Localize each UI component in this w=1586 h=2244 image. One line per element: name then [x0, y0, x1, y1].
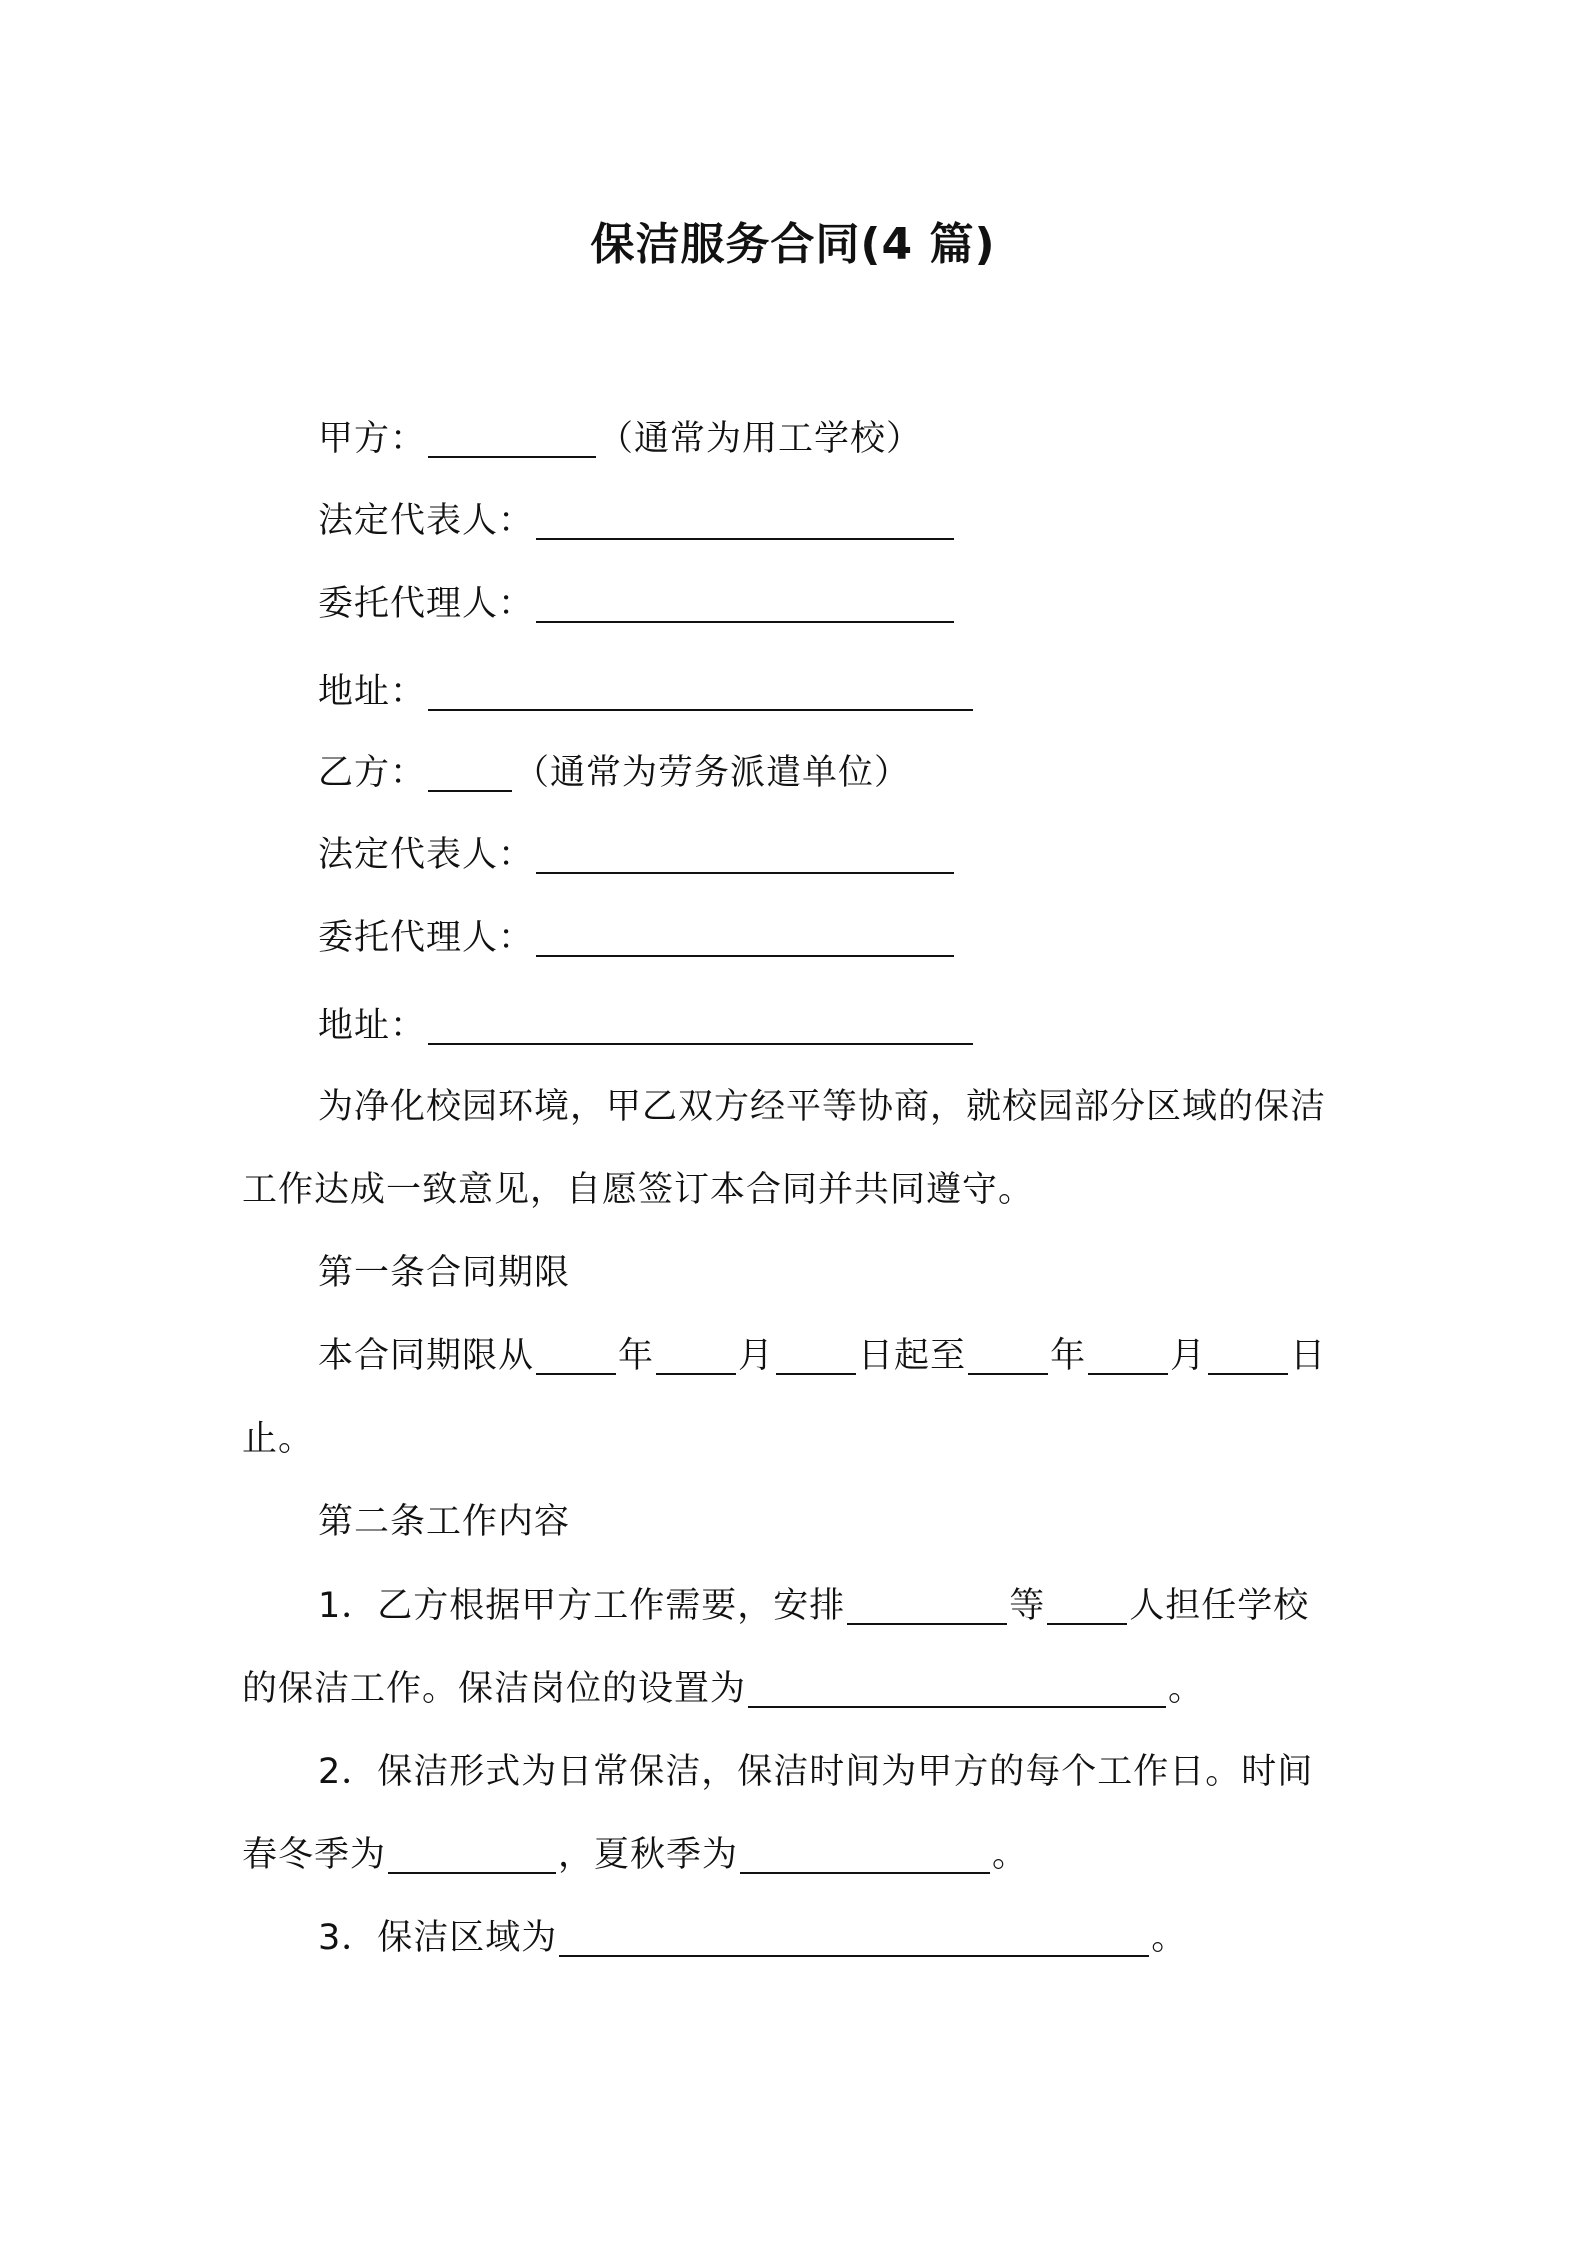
document-title: 保洁服务合同(4 篇) [590, 219, 996, 270]
party-a-address-blank[interactable] [428, 673, 973, 711]
intro-line-1: 为净化校园环境，甲乙双方经平等协商，就校园部分区域的保洁 [318, 1087, 1327, 1127]
article-2-item-3-line [318, 1914, 1187, 1962]
item-3-period: 。 [1151, 1918, 1188, 1958]
party-a-note: （通常为用工学校） [598, 419, 923, 459]
item-3-prefix: 3．保洁区域为 [318, 1918, 558, 1958]
party-b-agent-label: 委托代理人： [318, 918, 535, 958]
party-a-rep-label: 法定代表人： [318, 501, 535, 541]
intro-line-2: 工作达成一致意见，自愿签订本合同并共同遵守。 [242, 1170, 1035, 1210]
article-2-item-2-line-2 [242, 1831, 1028, 1879]
item-2-period: 。 [992, 1835, 1029, 1875]
party-a-label: 甲方： [318, 419, 427, 459]
party-b-rep-blank[interactable] [536, 836, 954, 874]
post-setting-blank[interactable] [748, 1670, 1166, 1708]
staff-names-blank[interactable] [847, 1587, 1007, 1625]
item-1-part-3: 人担任学校 [1129, 1586, 1310, 1626]
party-b-agent-blank[interactable] [536, 919, 954, 957]
party-b-blank[interactable] [428, 754, 512, 792]
party-b-address-line [318, 1002, 975, 1050]
party-b-note: （通常为劳务派遣单位） [514, 753, 911, 793]
article-2-item-2-line-1: 2．保洁形式为日常保洁，保洁时间为甲方的每个工作日。时间 [318, 1752, 1314, 1792]
item-1-part-2: 等 [1009, 1586, 1046, 1626]
year-label: 年 [618, 1336, 655, 1376]
month-label: 月 [738, 1336, 775, 1376]
article-2-item-1-line-1 [318, 1582, 1309, 1630]
summer-label: ，夏秋季为 [558, 1835, 739, 1875]
party-a-agent-line [318, 580, 956, 628]
party-b-rep-line [318, 831, 956, 879]
party-a-blank[interactable] [428, 420, 596, 458]
end-month-blank[interactable] [1088, 1337, 1168, 1375]
party-b-rep-label: 法定代表人： [318, 835, 535, 875]
article-2-heading: 第二条工作内容 [318, 1502, 571, 1542]
party-b-line [318, 749, 910, 797]
end-year-blank[interactable] [968, 1337, 1048, 1375]
item-1-period: 。 [1168, 1669, 1205, 1709]
item-1-part-1: 1．乙方根据甲方工作需要，安排 [318, 1586, 846, 1626]
party-a-address-line [318, 668, 975, 716]
start-month-blank[interactable] [656, 1337, 736, 1375]
end-day-blank[interactable] [1208, 1337, 1288, 1375]
end-month-label: 月 [1170, 1336, 1207, 1376]
party-b-label: 乙方： [318, 753, 427, 793]
end-year-label: 年 [1050, 1336, 1087, 1376]
article-1-heading: 第一条合同期限 [318, 1253, 571, 1293]
item-1-line-2-prefix: 的保洁工作。保洁岗位的设置为 [242, 1669, 747, 1709]
winter-time-blank[interactable] [388, 1836, 556, 1874]
start-suffix: 日起至 [858, 1336, 967, 1376]
article-1-line-2: 止。 [242, 1419, 315, 1459]
party-a-agent-blank[interactable] [536, 585, 954, 623]
party-a-rep-line [318, 497, 956, 545]
summer-time-blank[interactable] [740, 1836, 990, 1874]
party-a-address-label: 地址： [318, 672, 427, 712]
staff-count-blank[interactable] [1047, 1587, 1127, 1625]
party-a-line [318, 415, 922, 463]
start-day-blank[interactable] [776, 1337, 856, 1375]
party-a-rep-blank[interactable] [536, 502, 954, 540]
article-2-item-1-line-2 [242, 1665, 1204, 1713]
end-day-label: 日 [1290, 1336, 1327, 1376]
party-a-agent-label: 委托代理人： [318, 584, 535, 624]
start-year-blank[interactable] [536, 1337, 616, 1375]
party-b-address-label: 地址： [318, 1006, 427, 1046]
term-prefix: 本合同期限从 [318, 1336, 535, 1376]
party-b-address-blank[interactable] [428, 1007, 973, 1045]
article-1-term-line [318, 1332, 1326, 1380]
winter-label: 春冬季为 [242, 1835, 387, 1875]
party-b-agent-line [318, 914, 956, 962]
cleaning-area-blank[interactable] [559, 1919, 1149, 1957]
